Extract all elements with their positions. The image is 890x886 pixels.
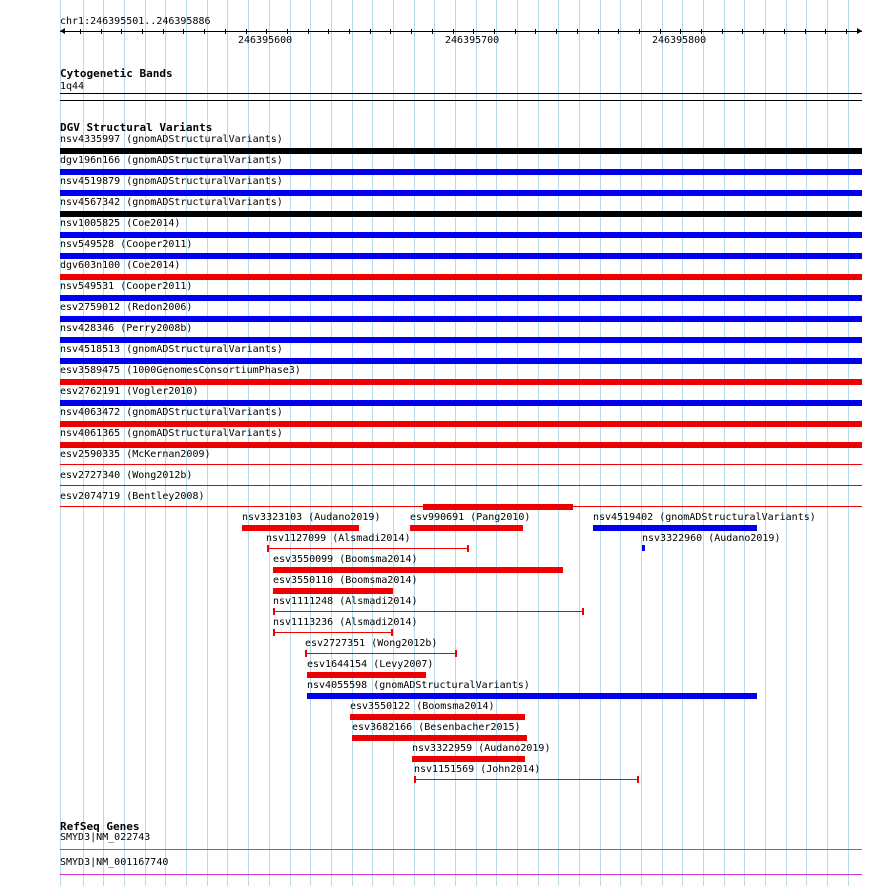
cytoband-label[interactable]: 1q44 xyxy=(60,81,85,92)
ruler-tick xyxy=(308,29,309,34)
variant-feature[interactable] xyxy=(60,379,862,385)
variant-label[interactable]: nsv4567342 (gnomADStructuralVariants) xyxy=(60,197,283,208)
ruler-tick xyxy=(618,29,619,34)
variant-label[interactable]: esv3550122 (Boomsma2014) xyxy=(350,701,495,712)
ruler-tick xyxy=(473,29,474,34)
variant-label[interactable]: nsv549531 (Cooper2011) xyxy=(60,281,193,292)
ruler-tick xyxy=(370,29,371,34)
variant-endcap xyxy=(414,776,416,783)
variant-label[interactable]: esv3550110 (Boomsma2014) xyxy=(273,575,418,586)
variant-feature[interactable] xyxy=(305,653,456,654)
variant-label[interactable]: nsv428346 (Perry2008b) xyxy=(60,323,193,334)
ruler-tick xyxy=(266,29,267,34)
cytoband-band[interactable] xyxy=(60,93,862,94)
variant-feature[interactable] xyxy=(60,211,862,217)
ruler-tick xyxy=(556,29,557,34)
ruler-tick xyxy=(598,29,599,34)
ruler-tick xyxy=(453,29,454,34)
variant-label[interactable]: esv2727351 (Wong2012b) xyxy=(305,638,438,649)
variant-feature[interactable] xyxy=(60,400,862,406)
variant-feature[interactable] xyxy=(414,779,638,780)
gene-intron-line[interactable] xyxy=(60,849,862,850)
ruler-tick xyxy=(784,29,785,34)
variant-feature[interactable] xyxy=(60,464,862,465)
ruler-tick xyxy=(701,29,702,34)
variant-endcap xyxy=(273,629,275,636)
variant-label[interactable]: dgv603n100 (Coe2014) xyxy=(60,260,181,271)
variant-label[interactable]: nsv3322960 (Audano2019) xyxy=(642,533,781,544)
variant-feature[interactable] xyxy=(60,316,862,322)
variant-feature[interactable] xyxy=(60,421,862,427)
ruler-tick xyxy=(121,29,122,34)
gene-label[interactable]: SMYD3|NM_022743 xyxy=(60,832,151,843)
gene-intron-line[interactable] xyxy=(60,874,862,875)
variant-feature[interactable] xyxy=(60,485,862,486)
variant-endcap xyxy=(637,776,639,783)
ruler-tick xyxy=(535,29,536,34)
variant-label[interactable]: esv990691 (Pang2010) xyxy=(410,512,531,523)
variant-label[interactable]: esv2074719 (Bentley2008) xyxy=(60,491,205,502)
ruler-tick xyxy=(287,29,288,34)
variant-feature[interactable] xyxy=(273,588,393,594)
ruler-tick xyxy=(80,29,81,34)
variant-label[interactable]: nsv3322959 (Audano2019) xyxy=(412,743,551,754)
ruler-tick xyxy=(163,29,164,34)
ruler-right-arrow-icon xyxy=(857,28,862,34)
variant-endcap xyxy=(391,629,393,636)
ruler-tick xyxy=(515,29,516,34)
ruler-tick xyxy=(328,29,329,34)
ruler-tick xyxy=(805,29,806,34)
refseq-track-title: RefSeq Genes xyxy=(60,820,140,833)
ruler-tick xyxy=(825,29,826,34)
ruler-tick xyxy=(763,29,764,34)
ruler-tick xyxy=(432,29,433,34)
variant-feature[interactable] xyxy=(642,545,645,551)
variant-endcap xyxy=(305,650,307,657)
ruler-tick xyxy=(142,29,143,34)
variant-label[interactable]: nsv4518513 (gnomADStructuralVariants) xyxy=(60,344,283,355)
variant-label[interactable]: esv2762191 (Vogler2010) xyxy=(60,386,199,397)
variant-feature[interactable] xyxy=(273,567,563,573)
variant-label[interactable]: nsv4061365 (gnomADStructuralVariants) xyxy=(60,428,283,439)
variant-endcap xyxy=(582,608,584,615)
ruler-tick xyxy=(846,29,847,34)
variant-feature[interactable] xyxy=(242,525,359,531)
ruler-tick xyxy=(494,29,495,34)
ruler-tick xyxy=(411,29,412,34)
variant-label[interactable]: dgv196n166 (gnomADStructuralVariants) xyxy=(60,155,283,166)
ruler-tick-label: 246395600 xyxy=(238,35,293,46)
dgv-track-title: DGV Structural Variants xyxy=(60,121,213,134)
variant-label[interactable]: nsv4055598 (gnomADStructuralVariants) xyxy=(307,680,530,691)
variant-feature[interactable] xyxy=(273,632,392,633)
variant-endcap xyxy=(267,545,269,552)
gene-label[interactable]: SMYD3|NM_001167740 xyxy=(60,857,169,868)
ruler-tick xyxy=(246,29,247,34)
variant-feature[interactable] xyxy=(60,295,862,301)
ruler-tick xyxy=(660,29,661,34)
variant-endcap xyxy=(273,608,275,615)
ruler-tick-label: 246395800 xyxy=(652,35,707,46)
variant-label[interactable]: nsv4335997 (gnomADStructuralVariants) xyxy=(60,134,283,145)
variant-feature[interactable] xyxy=(60,442,862,448)
variant-label[interactable]: nsv549528 (Cooper2011) xyxy=(60,239,193,250)
variant-feature[interactable] xyxy=(60,274,862,280)
ruler-tick xyxy=(204,29,205,34)
variant-feature[interactable] xyxy=(423,504,573,510)
ruler-tick xyxy=(722,29,723,34)
locus-label: chr1:246395501..246395886 xyxy=(60,16,211,27)
ruler-tick xyxy=(349,29,350,34)
variant-feature[interactable] xyxy=(412,756,525,762)
variant-label[interactable]: nsv4519402 (gnomADStructuralVariants) xyxy=(593,512,816,523)
variant-feature[interactable] xyxy=(593,525,757,531)
variant-label[interactable]: esv2590335 (McKernan2009) xyxy=(60,449,211,460)
cytoband-track-title: Cytogenetic Bands xyxy=(60,67,173,80)
variant-feature[interactable] xyxy=(307,693,757,699)
ruler-tick xyxy=(577,29,578,34)
ruler-tick xyxy=(225,29,226,34)
variant-feature[interactable] xyxy=(352,735,527,741)
ruler-tick xyxy=(639,29,640,34)
cytoband-band-bottom xyxy=(60,100,862,101)
variant-label[interactable]: nsv1113236 (Alsmadi2014) xyxy=(273,617,418,628)
variant-label[interactable]: nsv1005825 (Coe2014) xyxy=(60,218,181,229)
variant-label[interactable]: esv2727340 (Wong2012b) xyxy=(60,470,193,481)
variant-feature[interactable] xyxy=(60,337,862,343)
variant-label[interactable]: nsv1127099 (Alsmadi2014) xyxy=(266,533,411,544)
variant-feature[interactable] xyxy=(60,232,862,238)
variant-label[interactable]: esv3589475 (1000GenomesConsortiumPhase3) xyxy=(60,365,301,376)
ruler-tick xyxy=(183,29,184,34)
variant-label[interactable]: nsv4063472 (gnomADStructuralVariants) xyxy=(60,407,283,418)
variant-feature[interactable] xyxy=(60,358,862,364)
variant-label[interactable]: esv3682166 (Besenbacher2015) xyxy=(352,722,521,733)
ruler-tick xyxy=(101,29,102,34)
variant-feature[interactable] xyxy=(307,672,426,678)
variant-feature[interactable] xyxy=(60,190,862,196)
variant-label[interactable]: esv2759012 (Redon2006) xyxy=(60,302,193,313)
variant-endcap xyxy=(455,650,457,657)
variant-label[interactable]: nsv1151569 (John2014) xyxy=(414,764,541,775)
variant-feature[interactable] xyxy=(267,548,468,549)
variant-endcap xyxy=(467,545,469,552)
variant-feature[interactable] xyxy=(60,169,862,175)
ruler-tick xyxy=(680,29,681,34)
variant-feature[interactable] xyxy=(60,253,862,259)
variant-label[interactable]: esv3550099 (Boomsma2014) xyxy=(273,554,418,565)
variant-label[interactable]: nsv4519879 (gnomADStructuralVariants) xyxy=(60,176,283,187)
variant-feature[interactable] xyxy=(60,148,862,154)
ruler-tick-label: 246395700 xyxy=(445,35,500,46)
variant-feature[interactable] xyxy=(410,525,523,531)
variant-label[interactable]: nsv3323103 (Audano2019) xyxy=(242,512,381,523)
ruler-tick xyxy=(742,29,743,34)
variant-feature[interactable] xyxy=(350,714,525,720)
variant-feature[interactable] xyxy=(273,611,583,612)
variant-label[interactable]: nsv1111248 (Alsmadi2014) xyxy=(273,596,418,607)
variant-label[interactable]: esv1644154 (Levy2007) xyxy=(307,659,434,670)
ruler-tick xyxy=(390,29,391,34)
ruler-left-arrow-icon xyxy=(60,28,65,34)
